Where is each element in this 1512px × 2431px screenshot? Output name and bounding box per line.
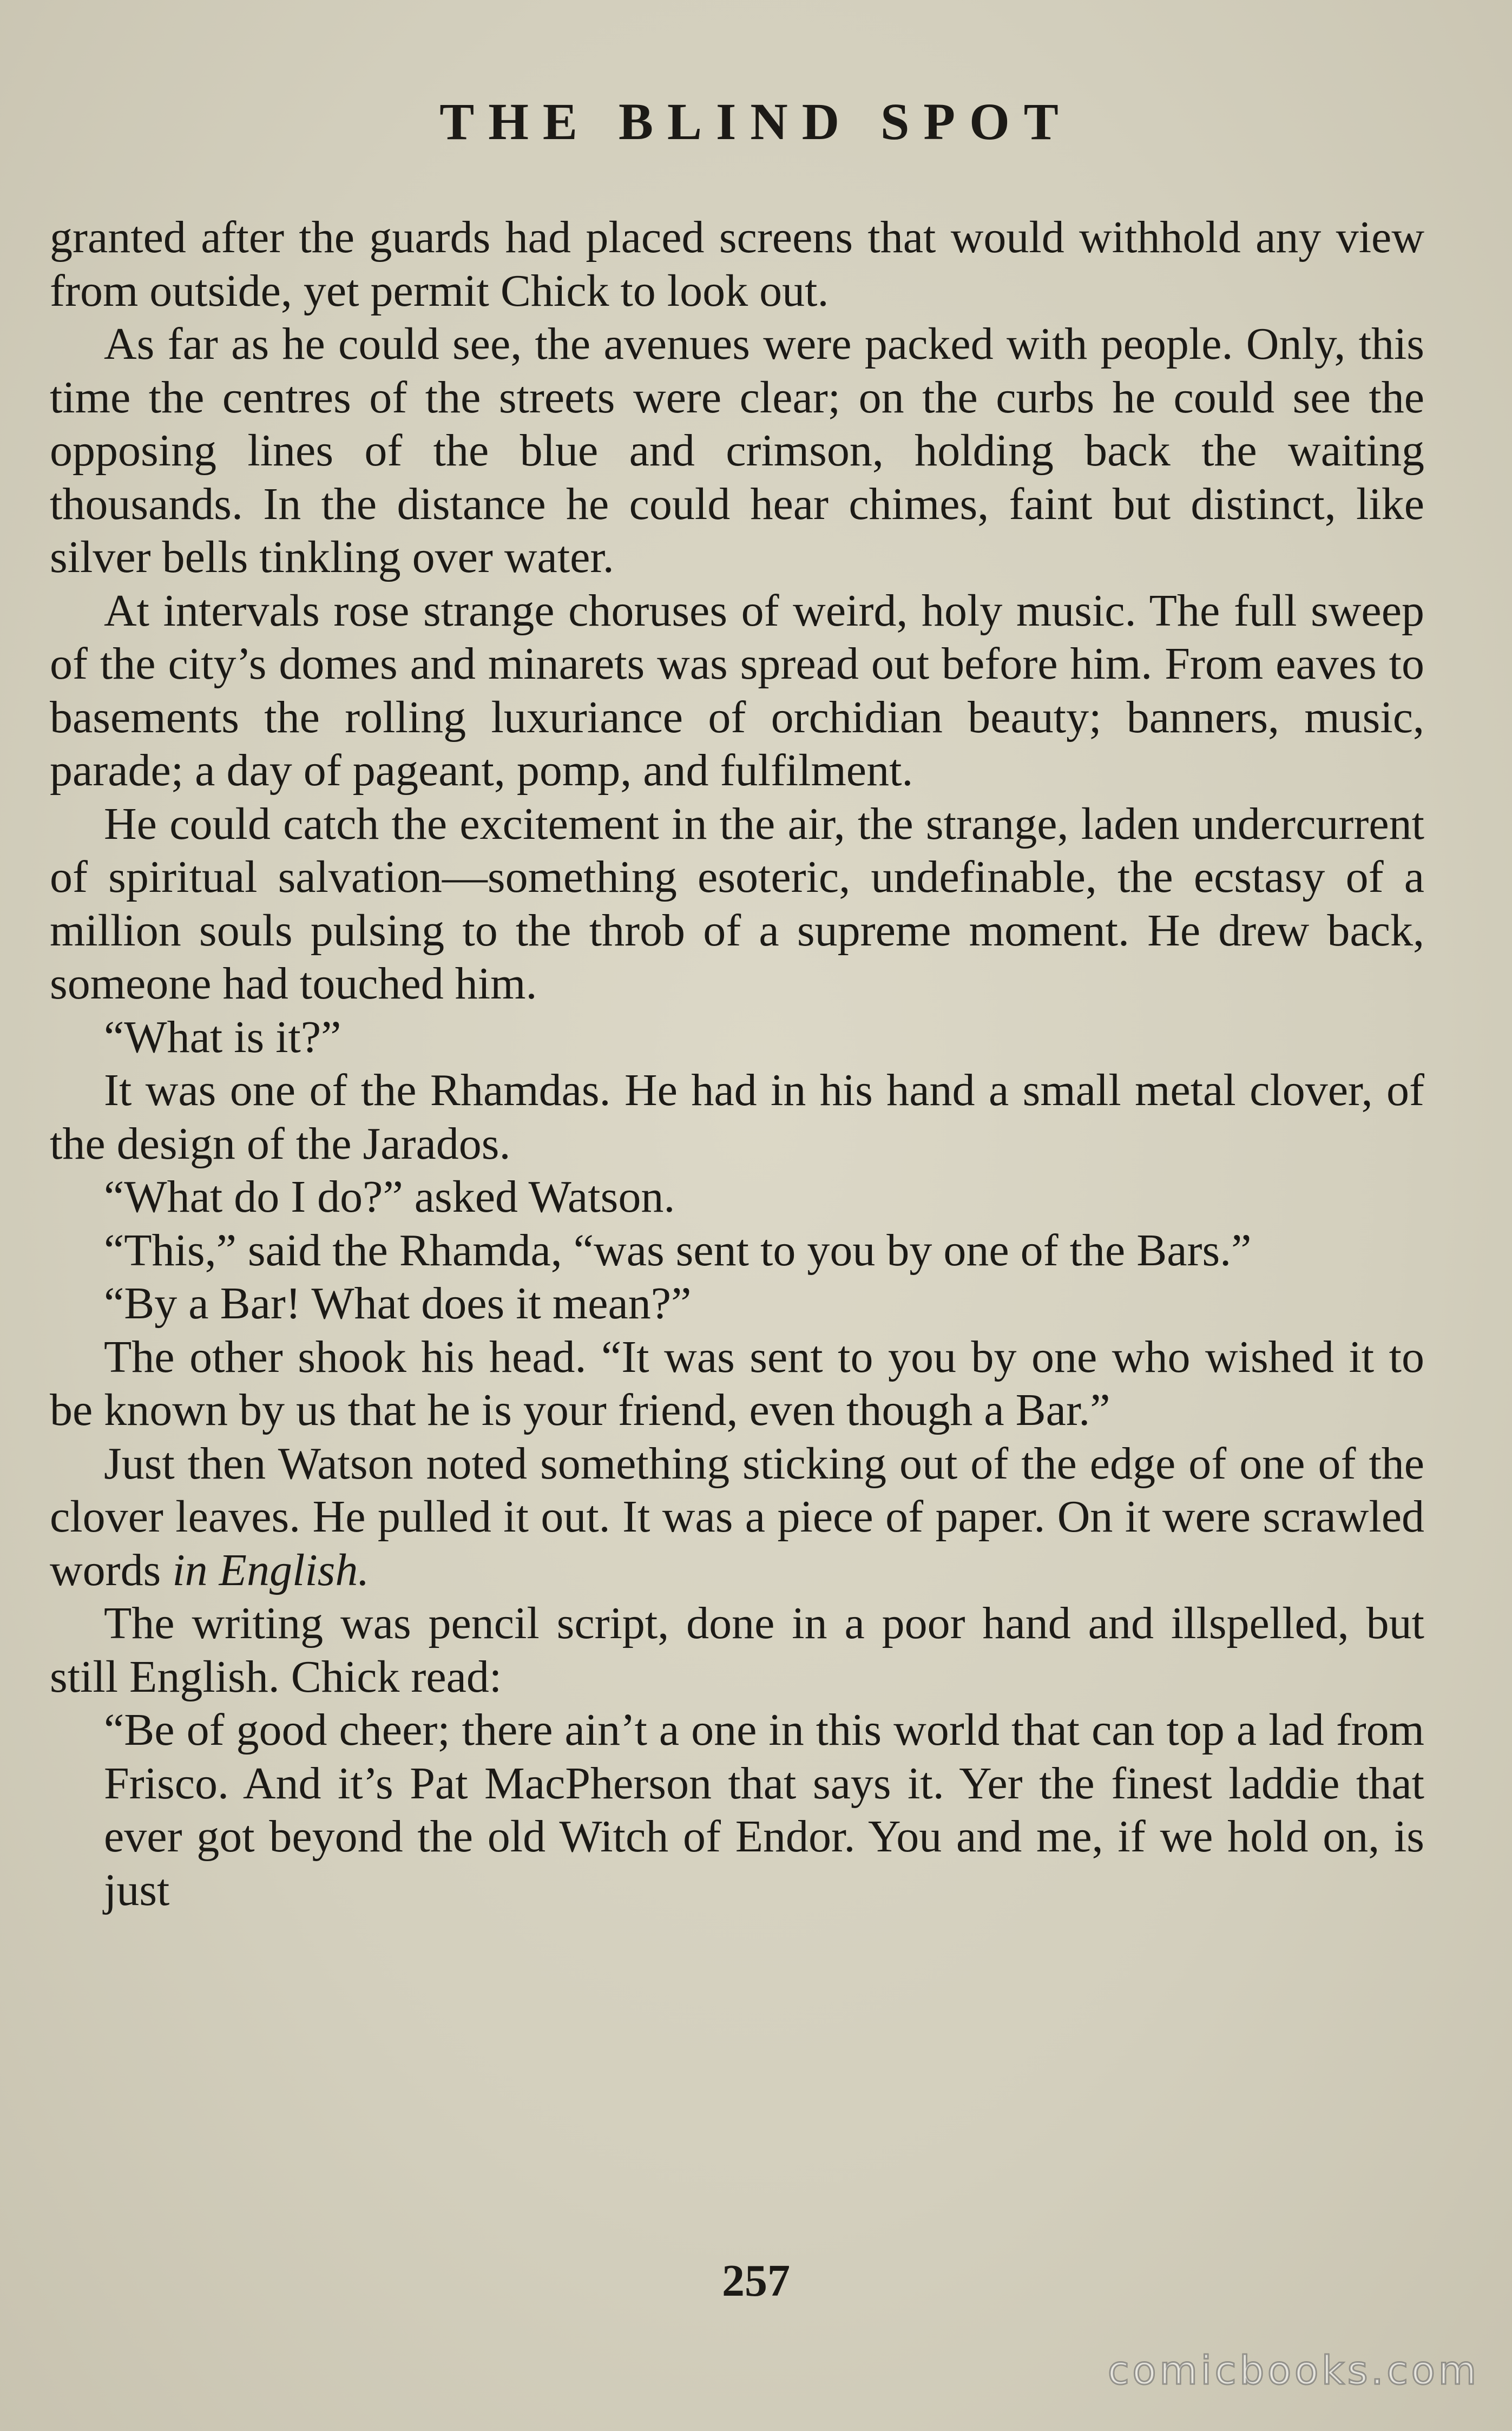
paragraph: At intervals rose strange choruses of weird, holy music. The full sweep of the city’s domes and minarets was spread out before him. From eaves to basements the rolling luxuriance of orchidian beauty; banners, music, parade; a day of pageant, pomp, and fulfilment. <box>50 585 1424 796</box>
paragraph: “This,” said the Rhamda, “was sent to you by one of the Bars.” <box>104 1225 1252 1276</box>
paragraph: The writing was pencil script, done in a poor hand and illspelled, but still English. Chick read: <box>50 1598 1424 1702</box>
paragraph-text: Just then Watson noted something sticking out of the edge of one of the clover leaves. He pulled it out. It was a piece of paper. On it were scrawled words <box>50 1438 1424 1595</box>
paragraph: The other shook his head. “It was sent to you by one who wished it to be known by us that he is your friend, even though a Bar.” <box>50 1331 1424 1435</box>
running-head: THE BLIND SPOT <box>439 93 1073 150</box>
paragraph: granted after the guards had placed screens that would withhold any view from outside, yet permit Chick to look out. <box>50 212 1424 316</box>
body-text <box>50 211 1424 1917</box>
quoted-letter: “Be of good cheer; there ain’t a one in this world that can top a lad from Frisco. And it’s Pat MacPherson that says it. Yer the finest laddie that ever got beyond the old Witch of Endor. You and me, if we hold on, is just <box>104 1705 1424 1915</box>
paragraph: “What is it?” <box>104 1011 341 1062</box>
paragraph: It was one of the Rhamdas. He had in his hand a small metal clover, of the design of the Jarados. <box>50 1065 1424 1169</box>
emphasized-text: in English. <box>172 1545 370 1595</box>
paragraph: “What do I do?” asked Watson. <box>104 1172 675 1222</box>
paragraph: He could catch the excitement in the air, the strange, laden undercurrent of spiritual salvation—something esoteric, undefinable, the ecstasy of a million souls pulsing to the throb of a supreme moment. He drew back, someone had touched him. <box>50 798 1424 1009</box>
watermark: comicbooks.com <box>1107 2348 1480 2393</box>
paragraph <box>50 1437 1424 1598</box>
page-number: 257 <box>722 2256 790 2306</box>
paragraph: “By a Bar! What does it mean?” <box>104 1278 692 1329</box>
paragraph: As far as he could see, the avenues were packed with people. Only, this time the centres of the streets were clear; on the curbs he could see the opposing lines of the blue and crimson, holding back the waiting thousands. In the distance he could hear chimes, faint but distinct, like silver bells tinkling over water. <box>50 319 1424 582</box>
